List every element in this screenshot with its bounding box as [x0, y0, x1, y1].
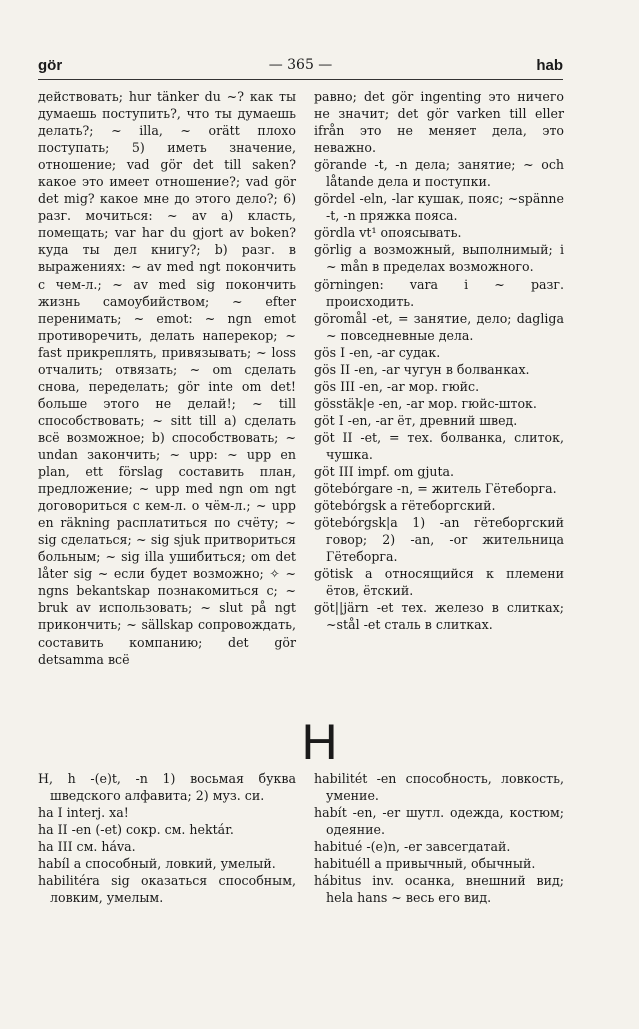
dictionary-entry: görningen: vara i ~ разг. происходить.	[314, 276, 564, 309]
column-right-top	[314, 88, 564, 634]
dictionary-entry: habít -en, -er шутл. одежда, костюм; одеяние.	[314, 805, 564, 838]
dictionary-entry: H, h -(e)t, -n 1) восьмая буква шведского алфавита; 2) муз. си.	[38, 771, 296, 804]
dictionary-entry: götebórgare -n, = житель Гётеборга.	[314, 481, 557, 497]
dictionary-entry: gördla vt¹ опоясывать.	[314, 225, 462, 241]
dictionary-entry: gösstäk|e -en, -ar мор. гюйс-шток.	[314, 395, 537, 411]
column-left-top	[38, 88, 296, 668]
dictionary-entry: habitué -(e)n, -er завсегдатай.	[314, 839, 511, 855]
entry-continuation: действовать; hur tänker du ~? как ты думаешь поступить?, что ты думаешь делать?; ~ illa, ~ orätt плохо поступать; 5) иметь значение, отношение; vad gör det till saken? какое это имеет отношение?; vad gör det mig? какое мне до этого дело?; 6) разг. мочиться: ~ av a) класть, помещать; var har du gjort av boken? куда ты дел книгу?; b) разг. в выражениях: ~ av med ngt покончить с чем-л.; ~ av med sig покончить жизнь самоубийством; ~ efter перенимать; ~ emot: ~ ngn emot противоречить, делать наперекор; ~ fast прикреплять, привязывать; ~ loss отчалить; отвязать; ~ om сделать снова, переделать; gör inte om det! больше этого не делай!; ~ till способствовать; ~ sitt till a) сделать всё возможное; b) способствовать; ~ undan закончить; ~ upp: ~ upp en plan, ett förslag составить план, предложение; ~ upp med ngn om ngt договориться с кем-л. о чём-л.; ~ upp en räkning расплатиться по счёту; ~ sig сделаться; ~ sig sjuk притвориться больным; ~ sig illa ушибиться; om det låter sig ~ если будет возможно; ✧ ~ ngns bekantskap познакомиться с; ~ bruk av использовать; ~ slut på ngt прикончить; ~ sällskap сопровождать, составить компанию; det gör detsamma всё	[38, 89, 296, 667]
dictionary-entry: habilitéra sig оказаться способным, ловким, умелым.	[38, 873, 296, 906]
dictionary-entry: gös III -en, -ar мор. гюйс.	[314, 378, 480, 394]
column-left-bottom	[38, 770, 296, 906]
dictionary-entry: götebórgsk|a 1) -an гётеборгский говор; 2) -an, -or жительница Гётеборга.	[314, 515, 564, 565]
dictionary-entry: ha III см. háva.	[38, 839, 136, 855]
dictionary-entry: gördel -eln, -lar кушак, пояс; ~spänne -t, -n пряжка пояса.	[314, 191, 564, 224]
running-header	[38, 55, 563, 80]
dictionary-entry: habilitét -en способность, ловкость, умение.	[314, 771, 564, 804]
dictionary-entry: göromål -et, = занятие, дело; dagliga ~ повседневные дела.	[314, 310, 564, 343]
dictionary-entry: gös II -en, -ar чугун в болванках.	[314, 361, 530, 377]
section-letter: H	[301, 714, 338, 770]
dictionary-entry: götebórgsk a гётеборгский.	[314, 498, 496, 514]
right-headword: hab	[536, 57, 563, 74]
dictionary-entry: göt II -et, = тех. болванка, слиток, чушка.	[314, 429, 564, 462]
dictionary-entry: görande -t, -n дела; занятие; ~ och låtande дела и поступки.	[314, 157, 564, 190]
dictionary-entry: göt I -en, -ar ёт, древний швед.	[314, 412, 518, 428]
dictionary-entry: habituéll a привычный, обычный.	[314, 856, 536, 872]
column-right-bottom	[314, 770, 564, 906]
page-number: — 365 —	[268, 57, 333, 73]
left-headword: gör	[38, 57, 63, 74]
dictionary-entry: ha I interj. ха!	[38, 805, 129, 821]
dictionary-entry: göt III impf. om gjuta.	[314, 464, 455, 480]
dictionary-entry: hábitus inv. осанка, внешний вид; hela hans ~ весь его вид.	[314, 873, 564, 906]
entry-continuation: равно; det gör ingenting это ничего не значит; det gör varken till eller ifrån это не меняет дела, это неважно.	[314, 89, 564, 156]
dictionary-entry: göt||järn -et тех. железо в слитках; ~stål -et сталь в слитках.	[314, 600, 564, 633]
dictionary-entry: ha II -en (-et) сокр. см. hektár.	[38, 822, 234, 838]
dictionary-entry: götisk a относящийся к племени ётов, ётский.	[314, 566, 564, 599]
dictionary-entry: görlig a возможный, выполнимый; i ~ mån в пределах возможного.	[314, 242, 564, 275]
dictionary-entry: habíl a способный, ловкий, умелый.	[38, 856, 276, 872]
dictionary-entry: gös I -en, -ar судак.	[314, 344, 441, 360]
